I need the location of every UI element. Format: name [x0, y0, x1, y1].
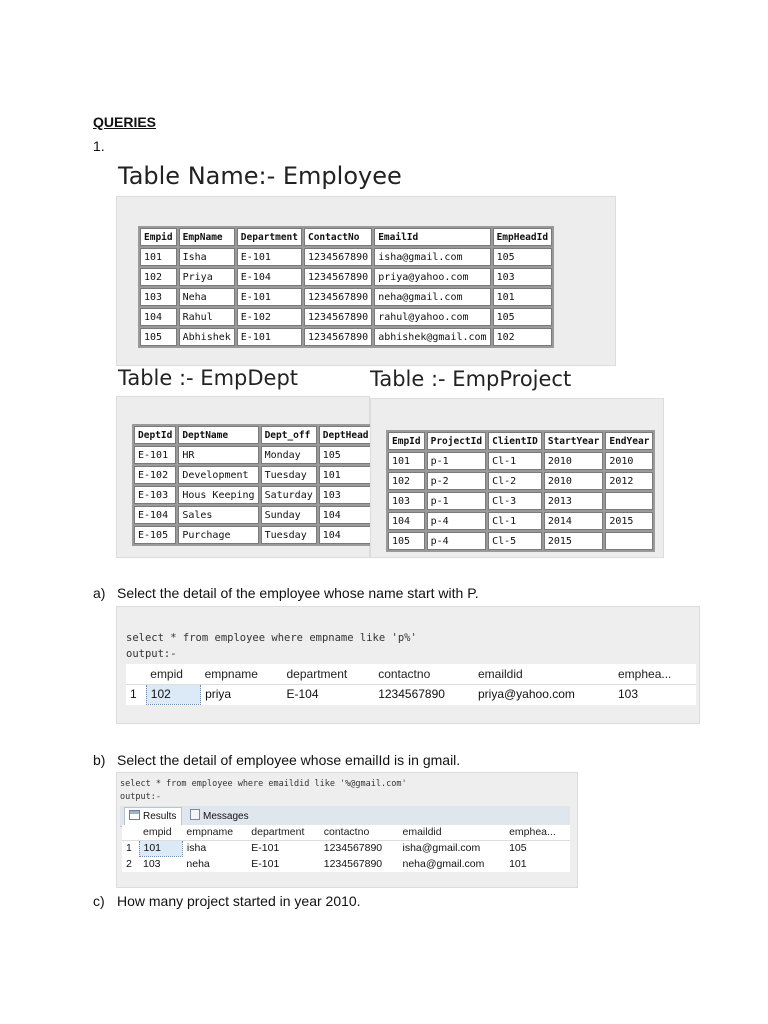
table-cell: Cl-5 — [488, 532, 542, 550]
results-cell[interactable]: 103 — [143, 858, 161, 871]
table-cell: 103 — [319, 486, 373, 504]
results-column-header[interactable]: emphea... — [505, 825, 570, 840]
table-cell: E-101 — [134, 446, 176, 464]
question-a-text: Select the detail of the employee whose name start with P. — [117, 585, 479, 601]
row-number[interactable]: 2 — [126, 858, 132, 870]
question-c-label: c) — [93, 893, 105, 909]
results-cell[interactable]: isha — [186, 842, 207, 855]
table-cell: 102 — [388, 472, 425, 490]
table-cell: Sales — [178, 506, 258, 524]
empdept-table — [132, 424, 375, 546]
item-number: 1. — [93, 138, 105, 154]
table-cell: 105 — [493, 248, 552, 266]
empproject-table-title: Table :- EmpProject — [370, 367, 572, 391]
table-row — [140, 288, 552, 306]
column-header: StartYear — [544, 432, 603, 450]
table-cell: 1234567890 — [304, 328, 372, 346]
query-a-code: select * from employee where empname like 'p%' — [126, 632, 417, 644]
table-cell: E-102 — [134, 466, 176, 484]
results-row[interactable] — [122, 840, 570, 856]
table-row — [134, 506, 373, 524]
table-cell: 105 — [493, 308, 552, 326]
table-cell: p-4 — [427, 532, 486, 550]
results-cell[interactable]: priya — [205, 687, 232, 702]
table-row — [134, 526, 373, 544]
table-cell: 101 — [493, 288, 552, 306]
table-cell: 2012 — [605, 472, 653, 490]
column-header: DeptId — [134, 426, 176, 444]
table-cell: 105 — [388, 532, 425, 550]
page-heading: QUERIES — [93, 114, 157, 130]
empproject-table — [386, 430, 655, 552]
table-header-row — [134, 426, 373, 444]
messages-tab-label: Messages — [203, 811, 249, 822]
table-row — [140, 268, 552, 286]
table-cell: 103 — [493, 268, 552, 286]
results-column-header[interactable]: emphea... — [614, 664, 696, 684]
question-b-text: Select the detail of employee whose emailId is in gmail. — [117, 752, 461, 768]
table-cell — [605, 492, 653, 510]
results-cell[interactable]: 101 — [509, 858, 527, 870]
table-cell: p-1 — [427, 452, 486, 470]
column-header: DeptHead — [319, 426, 373, 444]
results-cell[interactable]: E-101 — [251, 858, 280, 870]
results-tab[interactable] — [124, 807, 182, 826]
table-cell: E-105 — [134, 526, 176, 544]
results-column-header[interactable]: empid — [146, 664, 200, 684]
results-column-header[interactable]: empid — [139, 825, 182, 840]
column-header: Dept_off — [261, 426, 317, 444]
results-cell[interactable]: 101 — [139, 840, 182, 856]
table-cell: 104 — [319, 506, 373, 524]
table-cell: neha@gmail.com — [374, 288, 490, 306]
table-cell: E-104 — [134, 506, 176, 524]
table-cell: 104 — [140, 308, 177, 326]
table-cell: Isha — [179, 248, 235, 266]
table-row — [388, 492, 653, 510]
table-cell — [605, 532, 653, 550]
column-header: EmpHeadId — [493, 228, 552, 246]
column-header: EmpName — [179, 228, 235, 246]
question-a — [93, 585, 479, 601]
employee-table — [138, 226, 554, 348]
results-column-header[interactable]: emaildid — [474, 664, 614, 684]
table-cell: priya@yahoo.com — [374, 268, 490, 286]
table-cell: E-101 — [237, 328, 302, 346]
query-a-output-label: output:- — [126, 648, 177, 660]
table-cell: 104 — [319, 526, 373, 544]
column-header: DeptName — [178, 426, 258, 444]
table-cell: 2013 — [544, 492, 603, 510]
table-cell: 105 — [319, 446, 373, 464]
table-cell: E-103 — [134, 486, 176, 504]
table-row — [388, 472, 653, 490]
table-cell: 102 — [140, 268, 177, 286]
table-cell: 102 — [493, 328, 552, 346]
results-cell[interactable]: priya@yahoo.com — [477, 687, 575, 702]
table-cell: Cl-3 — [488, 492, 542, 510]
results-cell[interactable]: isha@gmail.com — [402, 842, 481, 855]
results-cell[interactable]: 1234567890 — [323, 858, 383, 870]
table-row — [134, 466, 373, 484]
table-cell: abhishek@gmail.com — [374, 328, 490, 346]
table-cell: p-4 — [427, 512, 486, 530]
query-b-output-label: output:- — [120, 792, 161, 802]
table-row — [140, 308, 552, 326]
query-b-code: select * from employee where emaildid like '%@gmail.com' — [120, 779, 407, 789]
results-column-header[interactable]: department — [247, 825, 319, 840]
table-cell: 105 — [140, 328, 177, 346]
table-cell: 101 — [319, 466, 373, 484]
table-cell: E-101 — [237, 288, 302, 306]
column-header: Department — [237, 228, 302, 246]
table-cell: Tuesday — [261, 466, 317, 484]
table-cell: E-101 — [237, 248, 302, 266]
table-cell: 104 — [388, 512, 425, 530]
table-cell: 101 — [388, 452, 425, 470]
table-cell: 2015 — [605, 512, 653, 530]
table-cell: 1234567890 — [304, 268, 372, 286]
table-cell: 101 — [140, 248, 177, 266]
results-column-header[interactable]: contactno — [374, 664, 474, 684]
column-header: ProjectId — [427, 432, 486, 450]
results-cell[interactable]: 1234567890 — [323, 842, 383, 855]
column-header: EndYear — [605, 432, 653, 450]
column-header: EmailId — [374, 228, 490, 246]
table-cell: Abhishek — [179, 328, 235, 346]
table-cell: 1234567890 — [304, 248, 372, 266]
results-tab-label: Results — [143, 811, 177, 822]
table-cell: 2010 — [544, 472, 603, 490]
table-row — [134, 486, 373, 504]
results-cell[interactable]: 105 — [509, 842, 527, 855]
table-row — [140, 328, 552, 346]
table-cell: Priya — [179, 268, 235, 286]
table-cell: Monday — [261, 446, 317, 464]
results-cell[interactable]: E-101 — [251, 842, 280, 855]
results-cell[interactable]: 1234567890 — [378, 687, 445, 702]
table-cell: Rahul — [179, 308, 235, 326]
results-column-header[interactable] — [122, 825, 139, 840]
results-row[interactable] — [126, 684, 696, 704]
table-cell: 103 — [140, 288, 177, 306]
table-cell: Tuesday — [261, 526, 317, 544]
table-row — [388, 532, 653, 550]
message-icon — [190, 809, 200, 820]
results-column-header[interactable]: contactno — [320, 825, 399, 840]
empdept-table-title: Table :- EmpDept — [118, 366, 299, 390]
table-cell: E-102 — [237, 308, 302, 326]
table-cell: 1234567890 — [304, 288, 372, 306]
query-b-tab-strip — [120, 806, 570, 827]
table-row — [134, 446, 373, 464]
table-row — [140, 248, 552, 266]
column-header: ContactNo — [304, 228, 372, 246]
results-column-header[interactable] — [126, 664, 146, 684]
table-cell: HR — [178, 446, 258, 464]
question-c-text: How many project started in year 2010. — [117, 893, 361, 909]
table-row — [388, 512, 653, 530]
results-cell[interactable]: 103 — [618, 687, 639, 702]
table-cell: Cl-2 — [488, 472, 542, 490]
table-cell: Purchage — [178, 526, 258, 544]
results-header-row — [126, 664, 696, 684]
table-cell: Saturday — [261, 486, 317, 504]
question-b-label: b) — [93, 752, 106, 768]
table-cell: E-104 — [237, 268, 302, 286]
results-cell[interactable]: neha@gmail.com — [402, 858, 485, 870]
results-column-header[interactable]: emaildid — [399, 825, 506, 840]
question-c — [93, 893, 361, 909]
table-cell: p-1 — [427, 492, 486, 510]
table-cell: Hous Keeping — [178, 486, 258, 504]
query-b-results-grid — [122, 825, 570, 872]
results-cell[interactable]: neha — [186, 858, 210, 870]
results-column-header[interactable]: empname — [182, 825, 247, 840]
results-header-row — [122, 825, 570, 840]
question-a-label: a) — [93, 585, 106, 601]
results-cell[interactable]: 102 — [146, 684, 200, 704]
table-cell: Cl-1 — [488, 512, 542, 530]
results-row[interactable] — [122, 856, 570, 872]
question-b — [93, 752, 460, 768]
employee-table-title: Table Name:- Employee — [118, 162, 402, 190]
table-row — [388, 452, 653, 470]
results-column-header[interactable]: department — [283, 664, 375, 684]
table-cell: Development — [178, 466, 258, 484]
row-number[interactable]: 1 — [126, 842, 132, 855]
table-cell: Sunday — [261, 506, 317, 524]
table-cell: 1234567890 — [304, 308, 372, 326]
query-a-results-grid — [126, 664, 696, 705]
table-cell: 2010 — [544, 452, 603, 470]
grid-icon — [129, 810, 140, 820]
table-cell: 2010 — [605, 452, 653, 470]
table-cell: p-2 — [427, 472, 486, 490]
table-cell: isha@gmail.com — [374, 248, 490, 266]
table-header-row — [388, 432, 653, 450]
table-cell: 2014 — [544, 512, 603, 530]
table-cell: 103 — [388, 492, 425, 510]
table-cell: 2015 — [544, 532, 603, 550]
column-header: ClientID — [488, 432, 542, 450]
row-number[interactable]: 1 — [130, 687, 137, 702]
column-header: Empid — [140, 228, 177, 246]
table-cell: Cl-1 — [488, 452, 542, 470]
messages-tab[interactable] — [186, 808, 253, 826]
column-header: EmpId — [388, 432, 425, 450]
table-header-row — [140, 228, 552, 246]
table-cell: Neha — [179, 288, 235, 306]
results-cell[interactable]: E-104 — [286, 687, 319, 702]
results-column-header[interactable]: empname — [201, 664, 283, 684]
table-cell: rahul@yahoo.com — [374, 308, 490, 326]
